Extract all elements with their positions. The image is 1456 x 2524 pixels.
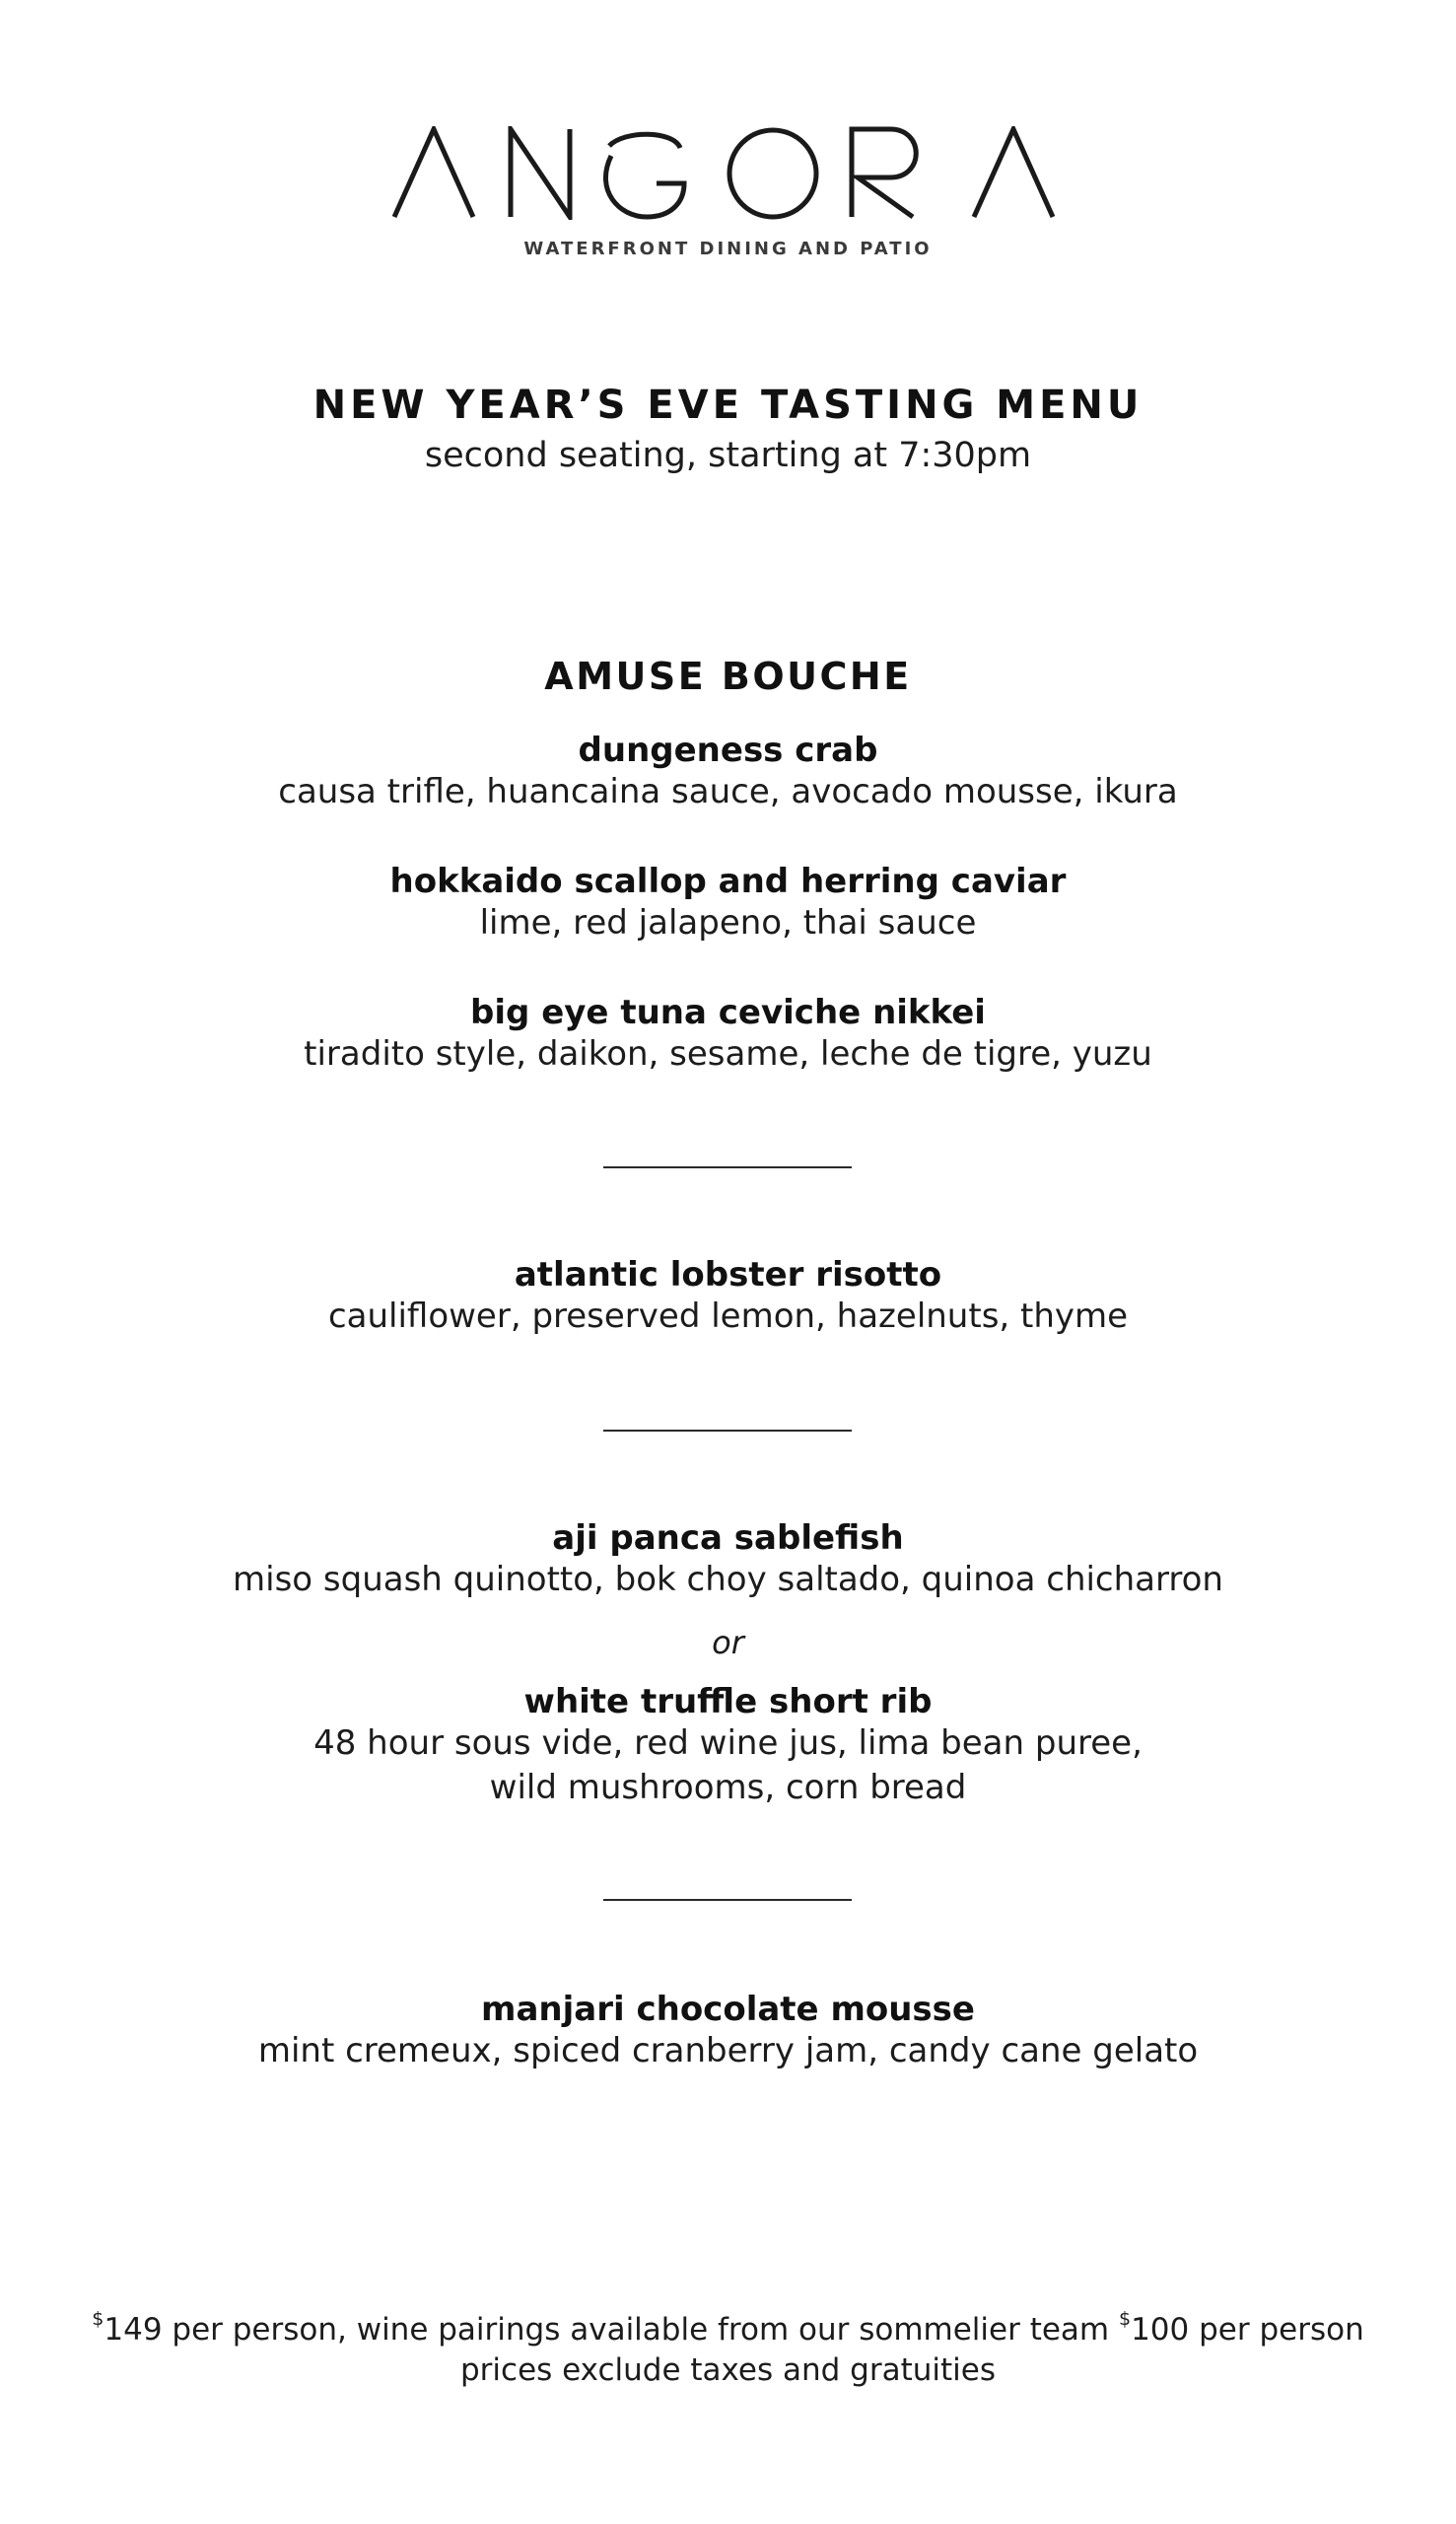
section-divider bbox=[603, 1899, 852, 1901]
dish-name: hokkaido scallop and herring caviar bbox=[389, 862, 1067, 901]
dish-description: miso squash quinotto, bok choy saltado, quinoa chicharron bbox=[233, 1560, 1223, 1599]
currency-symbol: $ bbox=[1118, 2308, 1132, 2330]
angora-logo bbox=[392, 126, 1063, 220]
currency-symbol: $ bbox=[92, 2308, 104, 2330]
amuse-bouche-heading: AMUSE BOUCHE bbox=[544, 655, 912, 698]
dish-name: big eye tuna ceviche nikkei bbox=[470, 993, 986, 1032]
section-divider bbox=[603, 1166, 852, 1168]
dish-name: manjari chocolate mousse bbox=[481, 1990, 975, 2029]
dish-description: lime, red jalapeno, thai sauce bbox=[479, 903, 977, 943]
price-line bbox=[0, 2308, 1456, 2348]
dish-name: aji panca sablefish bbox=[552, 1518, 904, 1558]
dish-description: causa trifle, huancaina sauce, avocado mousse, ikura bbox=[278, 772, 1178, 811]
menu-title: NEW YEAR’S EVE TASTING MENU bbox=[312, 383, 1144, 428]
dish-name: white truffle short rib bbox=[523, 1682, 933, 1721]
dish-description: cauliflower, preserved lemon, hazelnuts, thyme bbox=[327, 1297, 1129, 1336]
or-separator: or bbox=[712, 1624, 744, 1661]
dish-description: wild mushrooms, corn bread bbox=[489, 1768, 967, 1807]
tagline: WATERFRONT DINING AND PATIO bbox=[523, 239, 933, 259]
dish-name: dungeness crab bbox=[578, 731, 878, 770]
price-text: 149 per person, wine pairings available from our sommelier team bbox=[104, 2312, 1119, 2348]
dish-description: tiradito style, daikon, sesame, leche de tigre, yuzu bbox=[304, 1034, 1152, 1074]
dish-description: mint cremeux, spiced cranberry jam, candy cane gelato bbox=[257, 2031, 1199, 2070]
price-note: prices exclude taxes and gratuities bbox=[459, 2352, 996, 2388]
pairing-price-text: 100 per person bbox=[1131, 2312, 1364, 2348]
menu-subtitle: second seating, starting at 7:30pm bbox=[424, 436, 1032, 475]
dish-name: atlantic lobster risotto bbox=[514, 1255, 942, 1295]
logo-wordmark bbox=[392, 126, 1063, 220]
section-divider bbox=[603, 1430, 852, 1432]
dish-description: 48 hour sous vide, red wine jus, lima bean puree, bbox=[313, 1723, 1143, 1763]
